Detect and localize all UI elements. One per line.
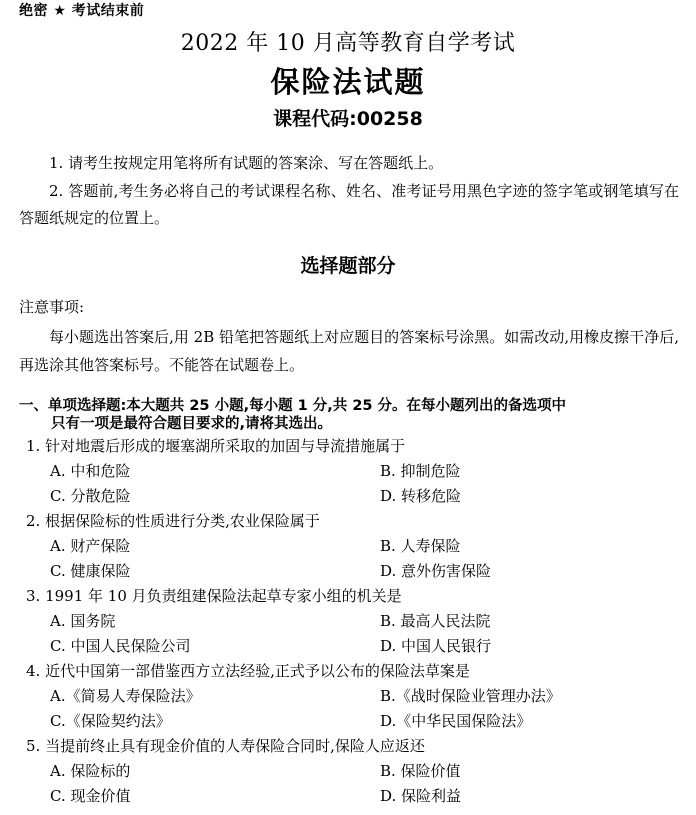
option-d: D. 意外伤害保险 (380, 562, 492, 580)
notice-body: 每小题选出答案后,用 2B 铅笔把答题纸上对应题目的答案标号涂黑。如需改动,用橡皮擦干净后,再选涂其他答案标号。不能答在试题卷上。 (19, 328, 679, 374)
option-b: B. 最高人民法院 (380, 612, 491, 630)
question-stem: 4. 近代中国第一部借鉴西方立法经验,正式予以公布的保险法草案是 (26, 662, 470, 680)
course-code: 课程代码:00258 (273, 108, 423, 130)
subject-title: 保险法试题 (270, 65, 426, 99)
option-d: D.《中华民国保险法》 (380, 712, 532, 730)
option-d: D. 保险利益 (380, 787, 462, 805)
instruction-1: 1. 请考生按规定用笔将所有试题的答案涂、写在答题纸上。 (49, 154, 444, 172)
exam-title: 2022 年 10 月高等教育自学考试 (180, 31, 516, 56)
question-stem: 1. 针对地震后形成的堰塞湖所采取的加固与导流措施属于 (26, 437, 406, 455)
part-one-heading (19, 397, 679, 433)
instruction-2: 2. 答题前,考生务必将自己的考试课程名称、姓名、准考证号用黑色字迹的签字笔或钢笔填写在答题纸规定的位置上。 (19, 182, 679, 227)
part-one-heading-line2: 只有一项是最符合题目要求的,请将其选出。 (51, 416, 333, 432)
option-d: D. 中国人民银行 (380, 637, 492, 655)
option-a: A. 中和危险 (50, 462, 131, 480)
option-c: C. 中国人民保险公司 (50, 637, 191, 655)
option-b: B. 保险价值 (380, 762, 461, 780)
notice-label: 注意事项: (19, 298, 85, 316)
option-c: C. 分散危险 (50, 487, 131, 505)
option-c: C.《保险契约法》 (50, 712, 171, 730)
part-one-heading-line1: 一、单项选择题:本大题共 25 小题,每小题 1 分,共 25 分。在每小题列出的备选项中 (19, 398, 567, 414)
option-a: A. 保险标的 (50, 762, 131, 780)
option-b: B. 抑制危险 (380, 462, 461, 480)
question-stem: 2. 根据保险标的性质进行分类,农业保险属于 (26, 512, 320, 530)
option-c: C. 健康保险 (50, 562, 131, 580)
option-b: B.《战时保险业管理办法》 (380, 687, 561, 705)
confidential-mark: 绝密 ★ 考试结束前 (19, 3, 145, 19)
option-a: A.《简易人寿保险法》 (50, 687, 201, 705)
question-stem: 3. 1991 年 10 月负责组建保险法起草专家小组的机关是 (26, 587, 402, 605)
section-title: 选择题部分 (300, 255, 396, 277)
option-a: A. 财产保险 (50, 537, 131, 555)
option-a: A. 国务院 (50, 612, 116, 630)
option-b: B. 人寿保险 (380, 537, 461, 555)
option-c: C. 现金价值 (50, 787, 131, 805)
question-stem: 5. 当提前终止具有现金价值的人寿保险合同时,保险人应返还 (26, 737, 425, 755)
option-d: D. 转移危险 (380, 487, 462, 505)
